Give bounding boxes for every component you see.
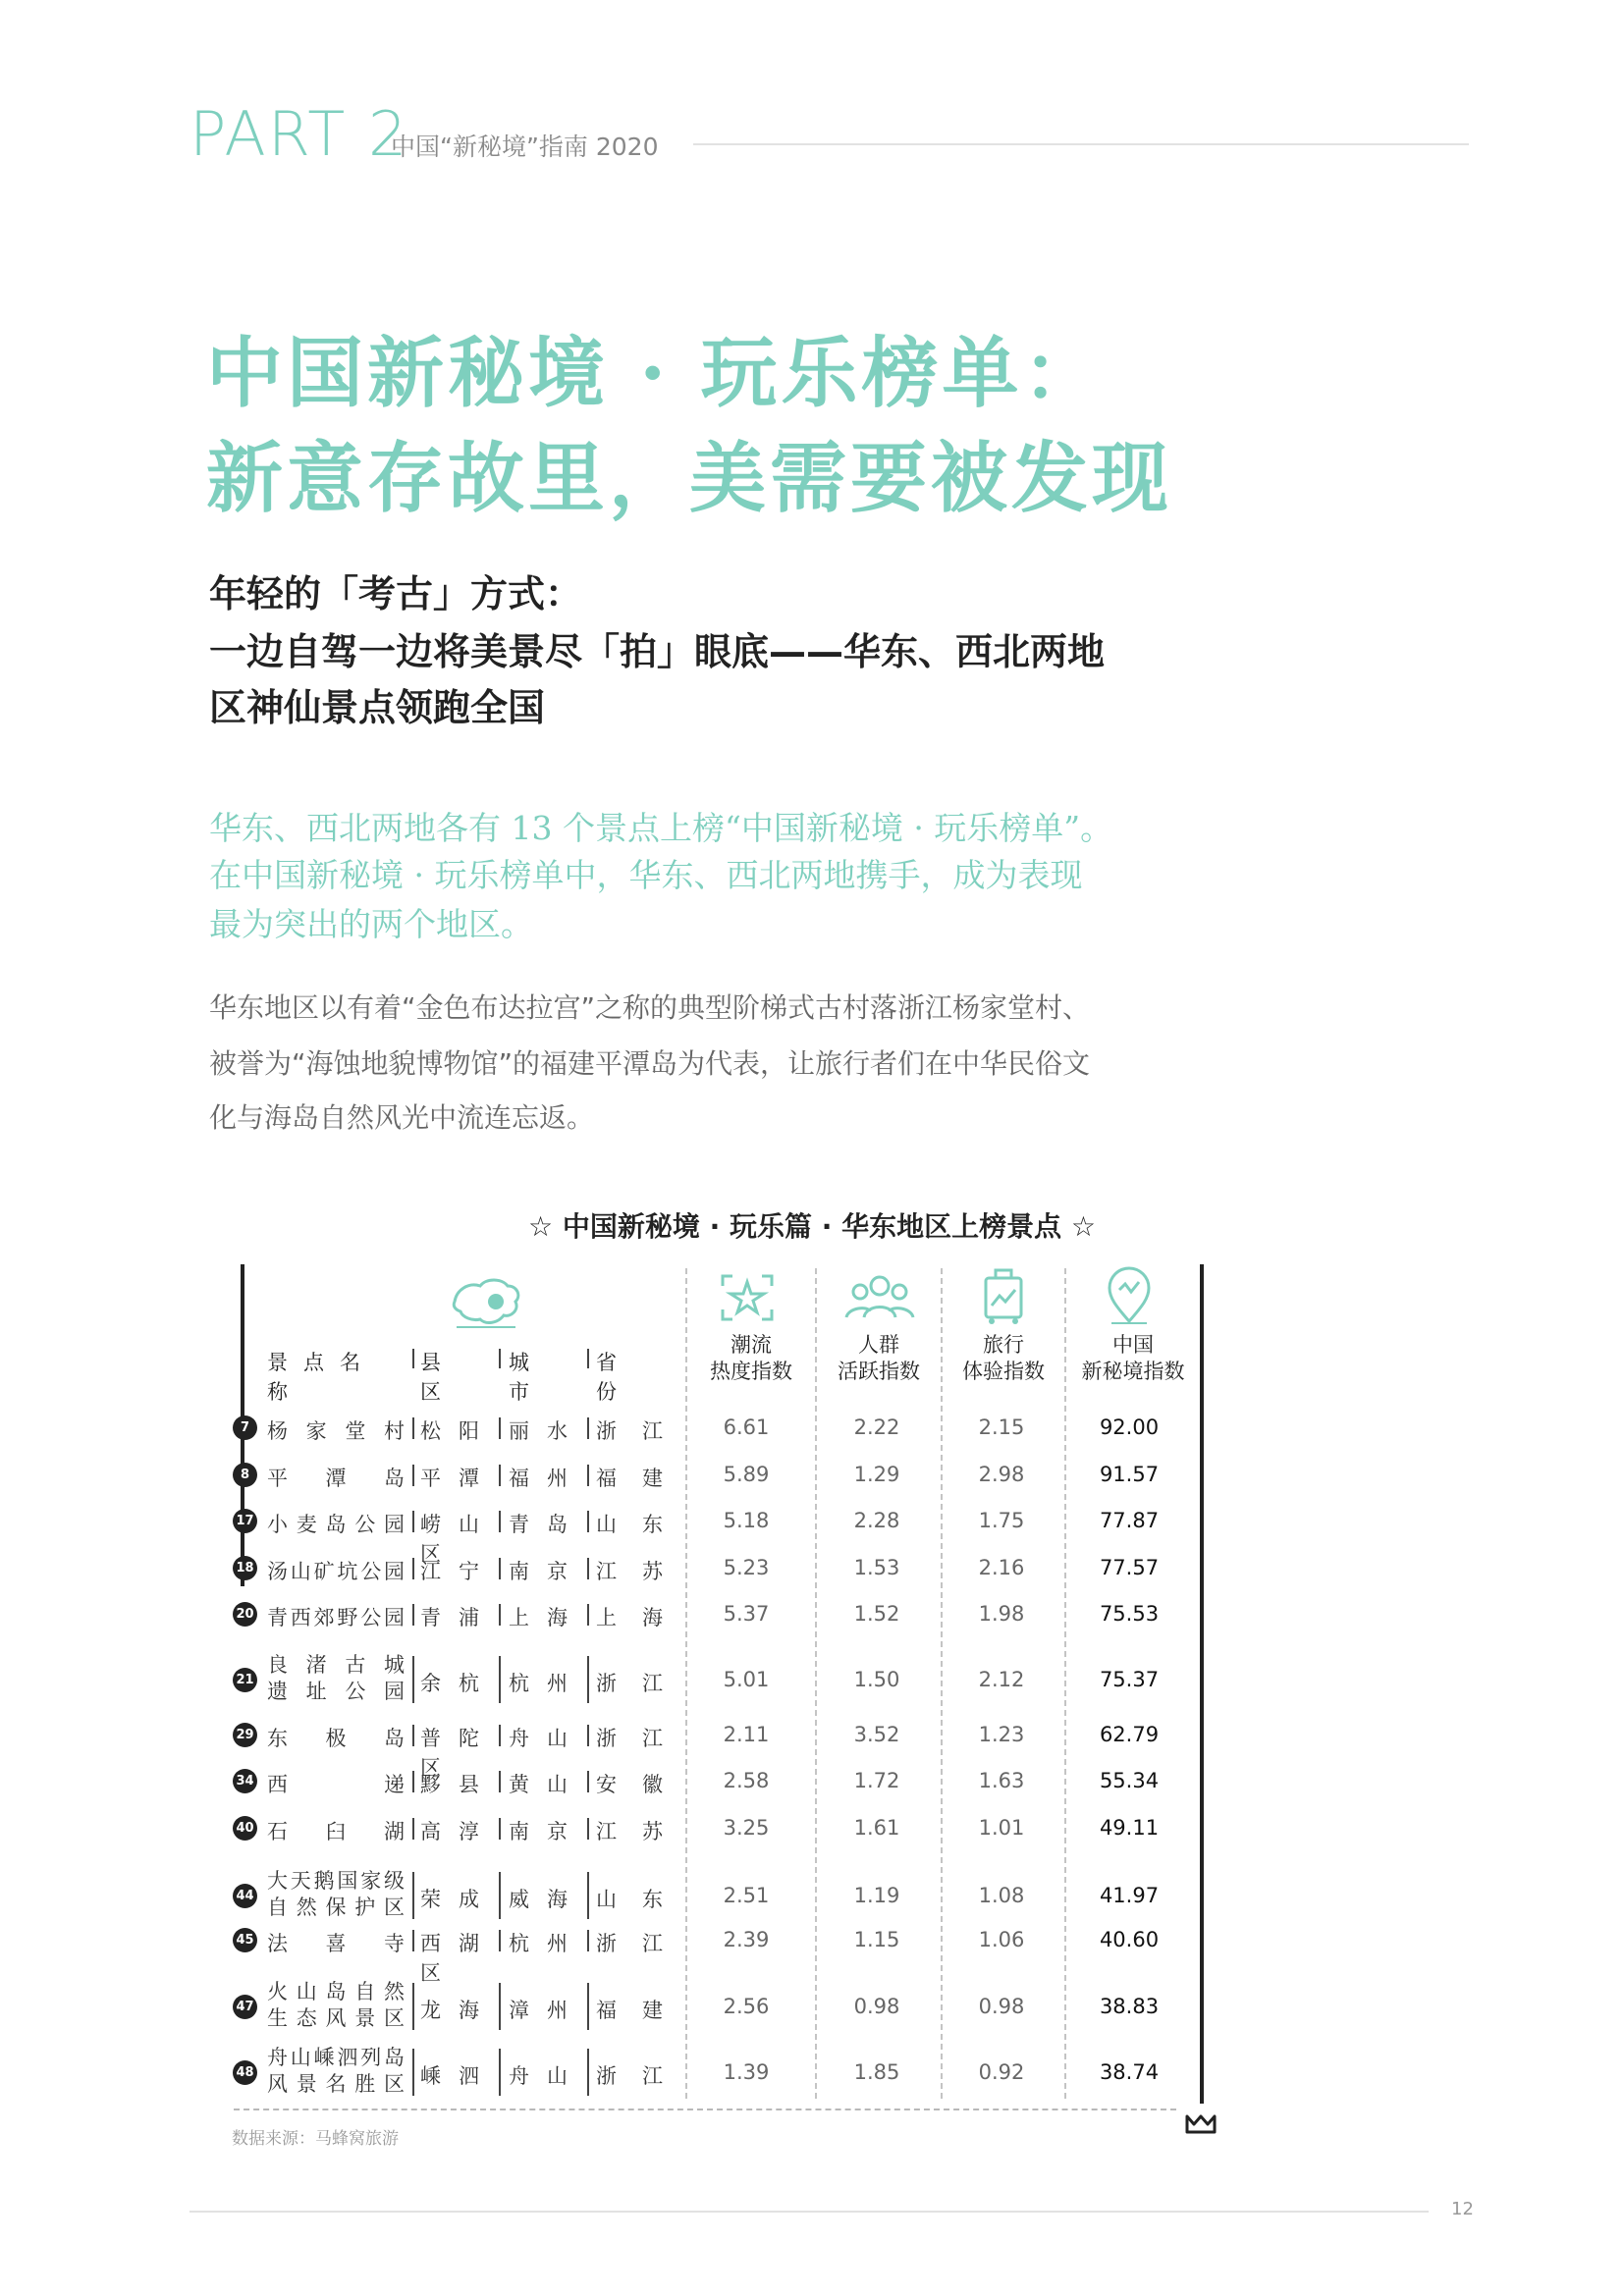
trend-index-cell: 5.18 — [723, 1509, 770, 1532]
trend-index-cell: 2.39 — [723, 1928, 770, 1951]
crowd-index-cell: 3.52 — [853, 1723, 900, 1746]
trend-index-cell: 2.58 — [723, 1769, 770, 1792]
spot-name: 东极岛 — [267, 1727, 405, 1750]
trend-index-cell: 5.37 — [723, 1602, 770, 1626]
city-cell: 南京 — [509, 1820, 568, 1843]
county-cell: 黟县 — [420, 1773, 479, 1796]
cell-separator — [587, 1465, 589, 1486]
header-rule — [693, 143, 1469, 145]
spot-name-line-1: 火山岛自然 — [267, 1980, 405, 2003]
column-divider — [815, 1268, 817, 2099]
header-separator — [412, 1349, 414, 1368]
travel-index-cell: 2.12 — [978, 1668, 1025, 1691]
cell-separator — [412, 1818, 414, 1840]
province-cell: 江苏 — [596, 1560, 663, 1583]
crowd-index-cell: 2.28 — [853, 1509, 900, 1532]
table-title: ☆ 中国新秘境 · 玩乐篇 · 华东地区上榜景点 ☆ — [528, 1210, 1096, 1243]
travel-index-cell: 1.75 — [978, 1509, 1025, 1532]
cell-separator — [587, 1771, 589, 1792]
column-header-index: 中国 新秘境指数 — [1081, 1333, 1185, 1383]
county-cell: 嵊泗 — [420, 2064, 479, 2088]
mafengwo-logo-icon — [1184, 2110, 1218, 2136]
secret-index-cell: 49.11 — [1099, 1816, 1160, 1840]
trend-index-cell: 5.23 — [723, 1556, 770, 1579]
travel-index-cell: 0.98 — [978, 1995, 1025, 2018]
crowd-index-cell: 2.22 — [853, 1415, 900, 1439]
body-line-1: 华东地区以有着“金色布达拉宫”之称的典型阶梯式古村落浙江杨家堂村、 — [209, 991, 1091, 1024]
travel-index-cell: 2.15 — [978, 1415, 1025, 1439]
trend-index-cell: 2.56 — [723, 1995, 770, 2018]
crowd-icon — [842, 1268, 917, 1327]
spot-name — [267, 1868, 405, 1921]
cell-separator — [587, 1656, 589, 1703]
cell-separator — [412, 1771, 414, 1792]
province-cell: 浙江 — [596, 1932, 663, 1955]
crowd-index-cell: 1.29 — [853, 1463, 900, 1486]
cell-separator — [587, 1725, 589, 1746]
spot-name: 平潭岛 — [267, 1467, 405, 1490]
rank-badge: 44 — [233, 1884, 257, 1908]
county-cell: 青浦 — [420, 1606, 479, 1629]
subheading-line-2: 一边自驾一边将美景尽「拍」眼底——华东、西北两地 — [209, 630, 1106, 673]
cell-separator — [499, 1983, 501, 2030]
spot-name: 法喜寺 — [267, 1932, 405, 1955]
crowd-index-cell: 1.52 — [853, 1602, 900, 1626]
spot-name-line-2: 生态风景区 — [267, 2006, 405, 2030]
crowd-index-cell: 1.72 — [853, 1769, 900, 1792]
county-cell: 西湖区 — [420, 1932, 479, 1985]
lead-line-1: 华东、西北两地各有 13 个景点上榜“中国新秘境 · 玩乐榜单”。 — [209, 809, 1113, 847]
luggage-icon — [972, 1266, 1035, 1327]
cell-separator — [587, 1930, 589, 1951]
rank-badge: 21 — [233, 1668, 257, 1692]
cell-separator — [412, 1983, 414, 2030]
body-line-2: 被誉为“海蚀地貌博物馆”的福建平潭岛为代表，让旅行者们在中华民俗文 — [209, 1047, 1091, 1080]
crowd-index-cell: 1.53 — [853, 1556, 900, 1579]
rank-badge: 8 — [233, 1463, 257, 1487]
travel-index-cell: 2.16 — [978, 1556, 1025, 1579]
part-label: PART 2 — [189, 98, 409, 170]
province-cell: 江苏 — [596, 1820, 663, 1843]
rank-badge: 29 — [233, 1723, 257, 1747]
cell-separator — [499, 1604, 501, 1626]
cell-separator — [412, 1465, 414, 1486]
subheading-line-3: 区神仙景点领跑全国 — [209, 686, 546, 729]
cell-separator — [587, 1983, 589, 2030]
city-cell: 威海 — [509, 1888, 568, 1911]
china-map-icon — [447, 1272, 525, 1331]
rank-badge: 40 — [233, 1816, 257, 1841]
city-cell: 南京 — [509, 1560, 568, 1583]
travel-index-cell: 1.08 — [978, 1884, 1025, 1907]
column-divider — [1064, 1268, 1066, 2099]
spot-name: 青西郊野公园 — [267, 1606, 405, 1629]
lead-line-2: 在中国新秘境 · 玩乐榜单中，华东、西北两地携手，成为表现 — [209, 856, 1083, 894]
rank-badge: 34 — [233, 1769, 257, 1793]
travel-index-cell: 1.63 — [978, 1769, 1025, 1792]
spot-name: 汤山矿坑公园 — [267, 1560, 405, 1583]
source-rule — [234, 2109, 1176, 2110]
header-city: 城市 — [509, 1351, 551, 1404]
cell-separator — [412, 1930, 414, 1951]
province-cell: 山东 — [596, 1888, 663, 1911]
header-county: 县区 — [420, 1351, 462, 1404]
city-cell: 杭州 — [509, 1932, 568, 1955]
camera-frame-icon — [713, 1268, 782, 1327]
cell-separator — [499, 1417, 501, 1439]
rank-badge: 48 — [233, 2060, 257, 2085]
province-cell: 浙江 — [596, 1419, 663, 1443]
footer-rule — [189, 2211, 1429, 2213]
province-cell: 浙江 — [596, 1672, 663, 1695]
rank-badge: 20 — [233, 1602, 257, 1627]
column-header-trend: 潮流 热度指数 — [710, 1333, 792, 1383]
city-cell: 舟山 — [509, 2064, 568, 2088]
trend-index-cell: 1.39 — [723, 2060, 770, 2084]
trend-index-cell: 3.25 — [723, 1816, 770, 1840]
province-cell: 浙江 — [596, 2064, 663, 2088]
travel-index-cell: 0.92 — [978, 2060, 1025, 2084]
spot-name — [267, 1979, 405, 2032]
cell-separator — [412, 1558, 414, 1579]
spot-name-line-1: 大天鹅国家级 — [267, 1869, 405, 1893]
lead-line-3: 最为突出的两个地区。 — [209, 905, 533, 943]
column-divider — [941, 1268, 943, 2099]
secret-index-cell: 38.74 — [1099, 2060, 1160, 2084]
trend-index-cell: 6.61 — [723, 1415, 770, 1439]
cell-separator — [499, 1818, 501, 1840]
spot-name: 小麦岛公园 — [267, 1513, 405, 1536]
city-cell: 青岛 — [509, 1513, 568, 1536]
cell-separator — [587, 1417, 589, 1439]
city-cell: 杭州 — [509, 1672, 568, 1695]
county-cell: 江宁 — [420, 1560, 479, 1583]
trend-index-cell: 2.11 — [723, 1723, 770, 1746]
spot-name: 石臼湖 — [267, 1820, 405, 1843]
cell-separator — [499, 2049, 501, 2096]
county-cell: 余杭 — [420, 1672, 479, 1695]
travel-index-cell: 1.06 — [978, 1928, 1025, 1951]
crowd-index-cell: 1.61 — [853, 1816, 900, 1840]
secret-index-cell: 40.60 — [1099, 1928, 1160, 1951]
cell-separator — [499, 1465, 501, 1486]
secret-index-cell: 75.53 — [1099, 1602, 1160, 1626]
city-cell: 福州 — [509, 1467, 568, 1490]
city-cell: 丽水 — [509, 1419, 568, 1443]
secret-index-cell: 92.00 — [1099, 1415, 1160, 1439]
crowd-index-cell: 0.98 — [853, 1995, 900, 2018]
province-cell: 浙江 — [596, 1727, 663, 1750]
rank-badge: 7 — [233, 1415, 257, 1440]
cell-separator — [499, 1511, 501, 1532]
spot-name-line-2: 风景名胜区 — [267, 2072, 405, 2096]
cell-separator — [499, 1558, 501, 1579]
crowd-index-cell: 1.50 — [853, 1668, 900, 1691]
rank-badge: 45 — [233, 1928, 257, 1952]
secret-index-cell: 77.57 — [1099, 1556, 1160, 1579]
cell-separator — [587, 1604, 589, 1626]
cell-separator — [499, 1872, 501, 1919]
header-separator — [587, 1349, 589, 1368]
spot-name-line-1: 舟山嵊泗列岛 — [267, 2046, 405, 2069]
page-title-line-1: 中国新秘境 · 玩乐榜单： — [206, 329, 1104, 418]
county-cell: 荣成 — [420, 1888, 479, 1911]
spot-name-line-1: 良渚古城 — [267, 1653, 405, 1677]
guide-subtitle: 中国“新秘境”指南 2020 — [391, 133, 659, 161]
crowd-index-cell: 1.85 — [853, 2060, 900, 2084]
cell-separator — [587, 1558, 589, 1579]
province-cell: 福建 — [596, 1467, 663, 1490]
cell-separator — [587, 1872, 589, 1919]
trend-index-cell: 5.01 — [723, 1668, 770, 1691]
secret-index-cell: 55.34 — [1099, 1769, 1160, 1792]
rank-badge: 18 — [233, 1556, 257, 1580]
table-right-bar — [1200, 1264, 1204, 2104]
spot-name — [267, 1652, 405, 1705]
data-source: 数据来源：马蜂窝旅游 — [232, 2129, 399, 2149]
cell-separator — [499, 1725, 501, 1746]
crowd-index-cell: 1.19 — [853, 1884, 900, 1907]
secret-index-cell: 41.97 — [1099, 1884, 1160, 1907]
secret-index-cell: 38.83 — [1099, 1995, 1160, 2018]
spot-name: 杨家堂村 — [267, 1419, 405, 1443]
county-cell: 龙海 — [420, 1999, 479, 2022]
column-divider — [685, 1268, 687, 2099]
header-separator — [499, 1349, 501, 1368]
county-cell: 松阳 — [420, 1419, 479, 1443]
crowd-index-cell: 1.15 — [853, 1928, 900, 1951]
page-number: 12 — [1451, 2199, 1474, 2219]
page-title-line-2: 新意存故里，美需要被发现 — [206, 434, 1173, 523]
travel-index-cell: 1.01 — [978, 1816, 1025, 1840]
trend-index-cell: 2.51 — [723, 1884, 770, 1907]
header-province: 省份 — [596, 1351, 638, 1404]
cell-separator — [412, 1417, 414, 1439]
cell-separator — [587, 1818, 589, 1840]
province-cell: 山东 — [596, 1513, 663, 1536]
secret-index-cell: 62.79 — [1099, 1723, 1160, 1746]
cell-separator — [587, 1511, 589, 1532]
county-cell: 平潭 — [420, 1467, 479, 1490]
spot-name — [267, 2045, 405, 2098]
cell-separator — [412, 2049, 414, 2096]
body-line-3: 化与海岛自然风光中流连忘返。 — [209, 1101, 595, 1134]
cell-separator — [412, 1604, 414, 1626]
county-cell: 普陀区 — [420, 1727, 479, 1780]
cell-separator — [499, 1771, 501, 1792]
spot-name-line-2: 遗址公园 — [267, 1680, 405, 1703]
rank-badge: 47 — [233, 1995, 257, 2019]
travel-index-cell: 2.98 — [978, 1463, 1025, 1486]
county-cell: 崂山区 — [420, 1513, 479, 1566]
cell-separator — [412, 1872, 414, 1919]
cell-separator — [587, 2049, 589, 2096]
trend-index-cell: 5.89 — [723, 1463, 770, 1486]
cell-separator — [412, 1656, 414, 1703]
cell-separator — [499, 1930, 501, 1951]
city-cell: 黄山 — [509, 1773, 568, 1796]
secret-index-cell: 77.87 — [1099, 1509, 1160, 1532]
county-cell: 高淳 — [420, 1820, 479, 1843]
province-cell: 安徽 — [596, 1773, 663, 1796]
subheading-line-1: 年轻的「考古」方式： — [209, 572, 583, 615]
province-cell: 福建 — [596, 1999, 663, 2022]
header-name: 景点名称 — [267, 1351, 376, 1404]
map-pin-icon — [1098, 1266, 1161, 1327]
province-cell: 上海 — [596, 1606, 663, 1629]
travel-index-cell: 1.98 — [978, 1602, 1025, 1626]
column-header-crowd: 人群 活跃指数 — [838, 1333, 920, 1383]
secret-index-cell: 91.57 — [1099, 1463, 1160, 1486]
city-cell: 舟山 — [509, 1727, 568, 1750]
cell-separator — [499, 1656, 501, 1703]
rank-badge: 17 — [233, 1509, 257, 1533]
city-cell: 上海 — [509, 1606, 568, 1629]
travel-index-cell: 1.23 — [978, 1723, 1025, 1746]
secret-index-cell: 75.37 — [1099, 1668, 1160, 1691]
cell-separator — [412, 1511, 414, 1532]
cell-separator — [412, 1725, 414, 1746]
column-header-travel: 旅行 体验指数 — [962, 1333, 1045, 1383]
spot-name: 西递 — [267, 1773, 405, 1796]
spot-name-line-2: 自然保护区 — [267, 1896, 405, 1919]
city-cell: 漳州 — [509, 1999, 568, 2022]
